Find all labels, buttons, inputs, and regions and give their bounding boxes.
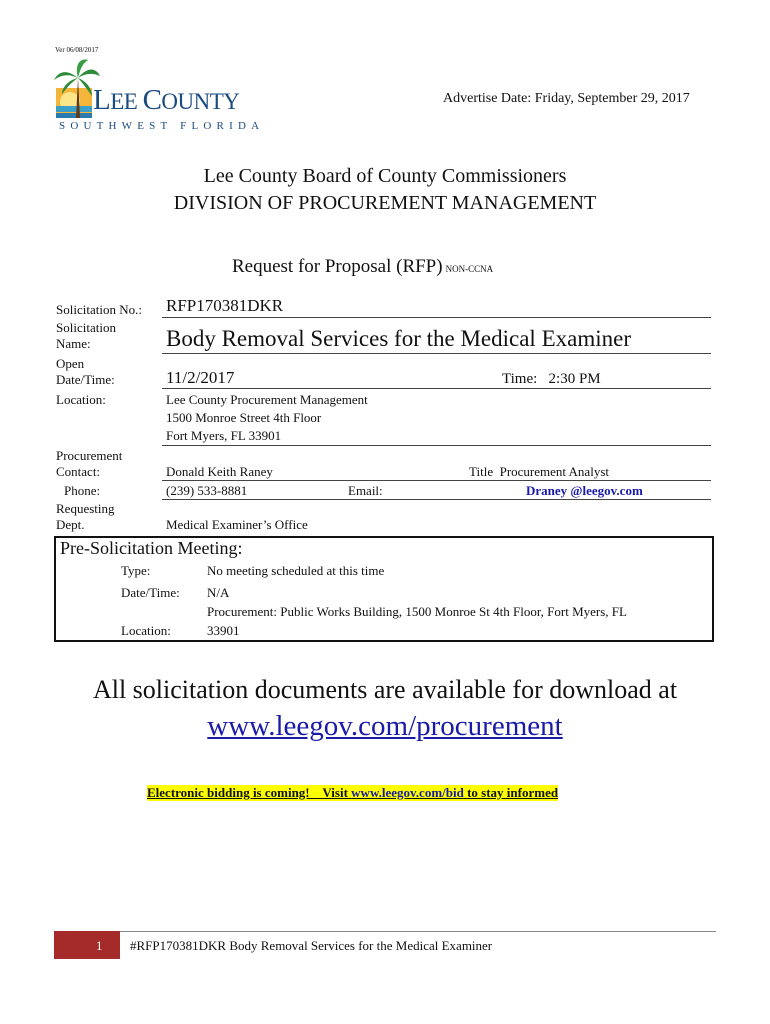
rfp-title: Request for Proposal (RFP) NON-CCNA [232,256,494,277]
solicitation-no-label: Solicitation No.: [56,302,142,317]
open-label-2: Date/Time: [56,372,115,387]
phone-label: Phone: [64,483,101,498]
logo-tagline: SOUTHWEST FLORIDA [59,120,265,132]
meeting-datetime-label: Date/Time: [121,585,180,600]
meeting-location-line-2: 33901 [207,623,240,638]
title-value: Procurement Analyst [499,464,609,479]
solicitation-name: Body Removal Services for the Medical Examiner [166,326,631,351]
phone-value: (239) 533-8881 [166,483,248,498]
open-time [502,371,601,388]
location-line-1: Lee County Procurement Management [166,392,368,407]
solicitation-name-label-2: Name: [56,336,91,351]
meeting-location-line-1: Procurement: Public Works Building, 1500 Monroe St 4th Floor, Fort Myers, FL [207,604,627,619]
logo-wordmark: LEE COUNTY [93,84,240,116]
footer-page-box [54,931,120,959]
time-value: 2:30 PM [548,371,601,387]
location-label: Location: [56,392,106,407]
ebid-banner: Electronic bidding is coming! Visit www.leegov.com/bid to stay informed [147,785,559,800]
contact-label-1: Procurement [56,448,123,463]
dept-label-2: Dept. [56,517,85,532]
contact-label-2: Contact: [56,464,101,479]
dept-label-1: Requesting [56,501,115,516]
logo-water [56,106,92,112]
download-text: All solicitation documents are available for download at [92,675,678,704]
divider [162,445,711,446]
open-date: 11/2/2017 [166,368,235,387]
footer-divider [54,931,716,932]
divider [162,480,711,481]
footer-title: #RFP170381DKR Body Removal Services for the Medical Examiner [130,938,493,953]
meeting-location-label: Location: [121,623,171,638]
location-line-3: Fort Myers, FL 33901 [166,428,282,443]
email-label: Email: [348,483,383,498]
divider [162,388,711,389]
meeting-type-label: Type: [121,563,151,578]
email-link[interactable]: Draney @leegov.com [526,483,643,498]
title-label: Title [469,464,494,479]
open-label-1: Open [56,356,85,371]
division-heading: DIVISION OF PROCUREMENT MANAGEMENT [173,192,597,214]
procurement-link[interactable]: www.leegov.com/procurement [207,710,563,742]
solicitation-no: RFP170381DKR [166,296,284,315]
solicitation-name-label-1: Solicitation [56,320,116,335]
pre-solicitation-title: Pre-Solicitation Meeting: [60,538,243,558]
version-label: Ver 06/08/2017 [55,46,99,54]
bid-link[interactable]: www.leegov.com/bid [351,785,464,800]
advertise-date: Advertise Date: Friday, September 29, 2017 [443,91,690,106]
meeting-datetime-value: N/A [207,585,230,600]
board-heading: Lee County Board of County Commissioners [203,165,567,187]
rfp-qualifier: NON-CCNA [445,264,494,274]
page-number: 1 [96,938,103,953]
contact-name: Donald Keith Raney [166,464,273,479]
meeting-type-value: No meeting scheduled at this time [207,563,385,578]
divider [162,499,711,500]
contact-title [469,464,609,480]
divider [162,353,711,354]
time-label: Time: [502,371,538,387]
location-line-2: 1500 Monroe Street 4th Floor [166,410,322,425]
divider [162,317,711,318]
dept-value: Medical Examiner’s Office [166,517,308,532]
